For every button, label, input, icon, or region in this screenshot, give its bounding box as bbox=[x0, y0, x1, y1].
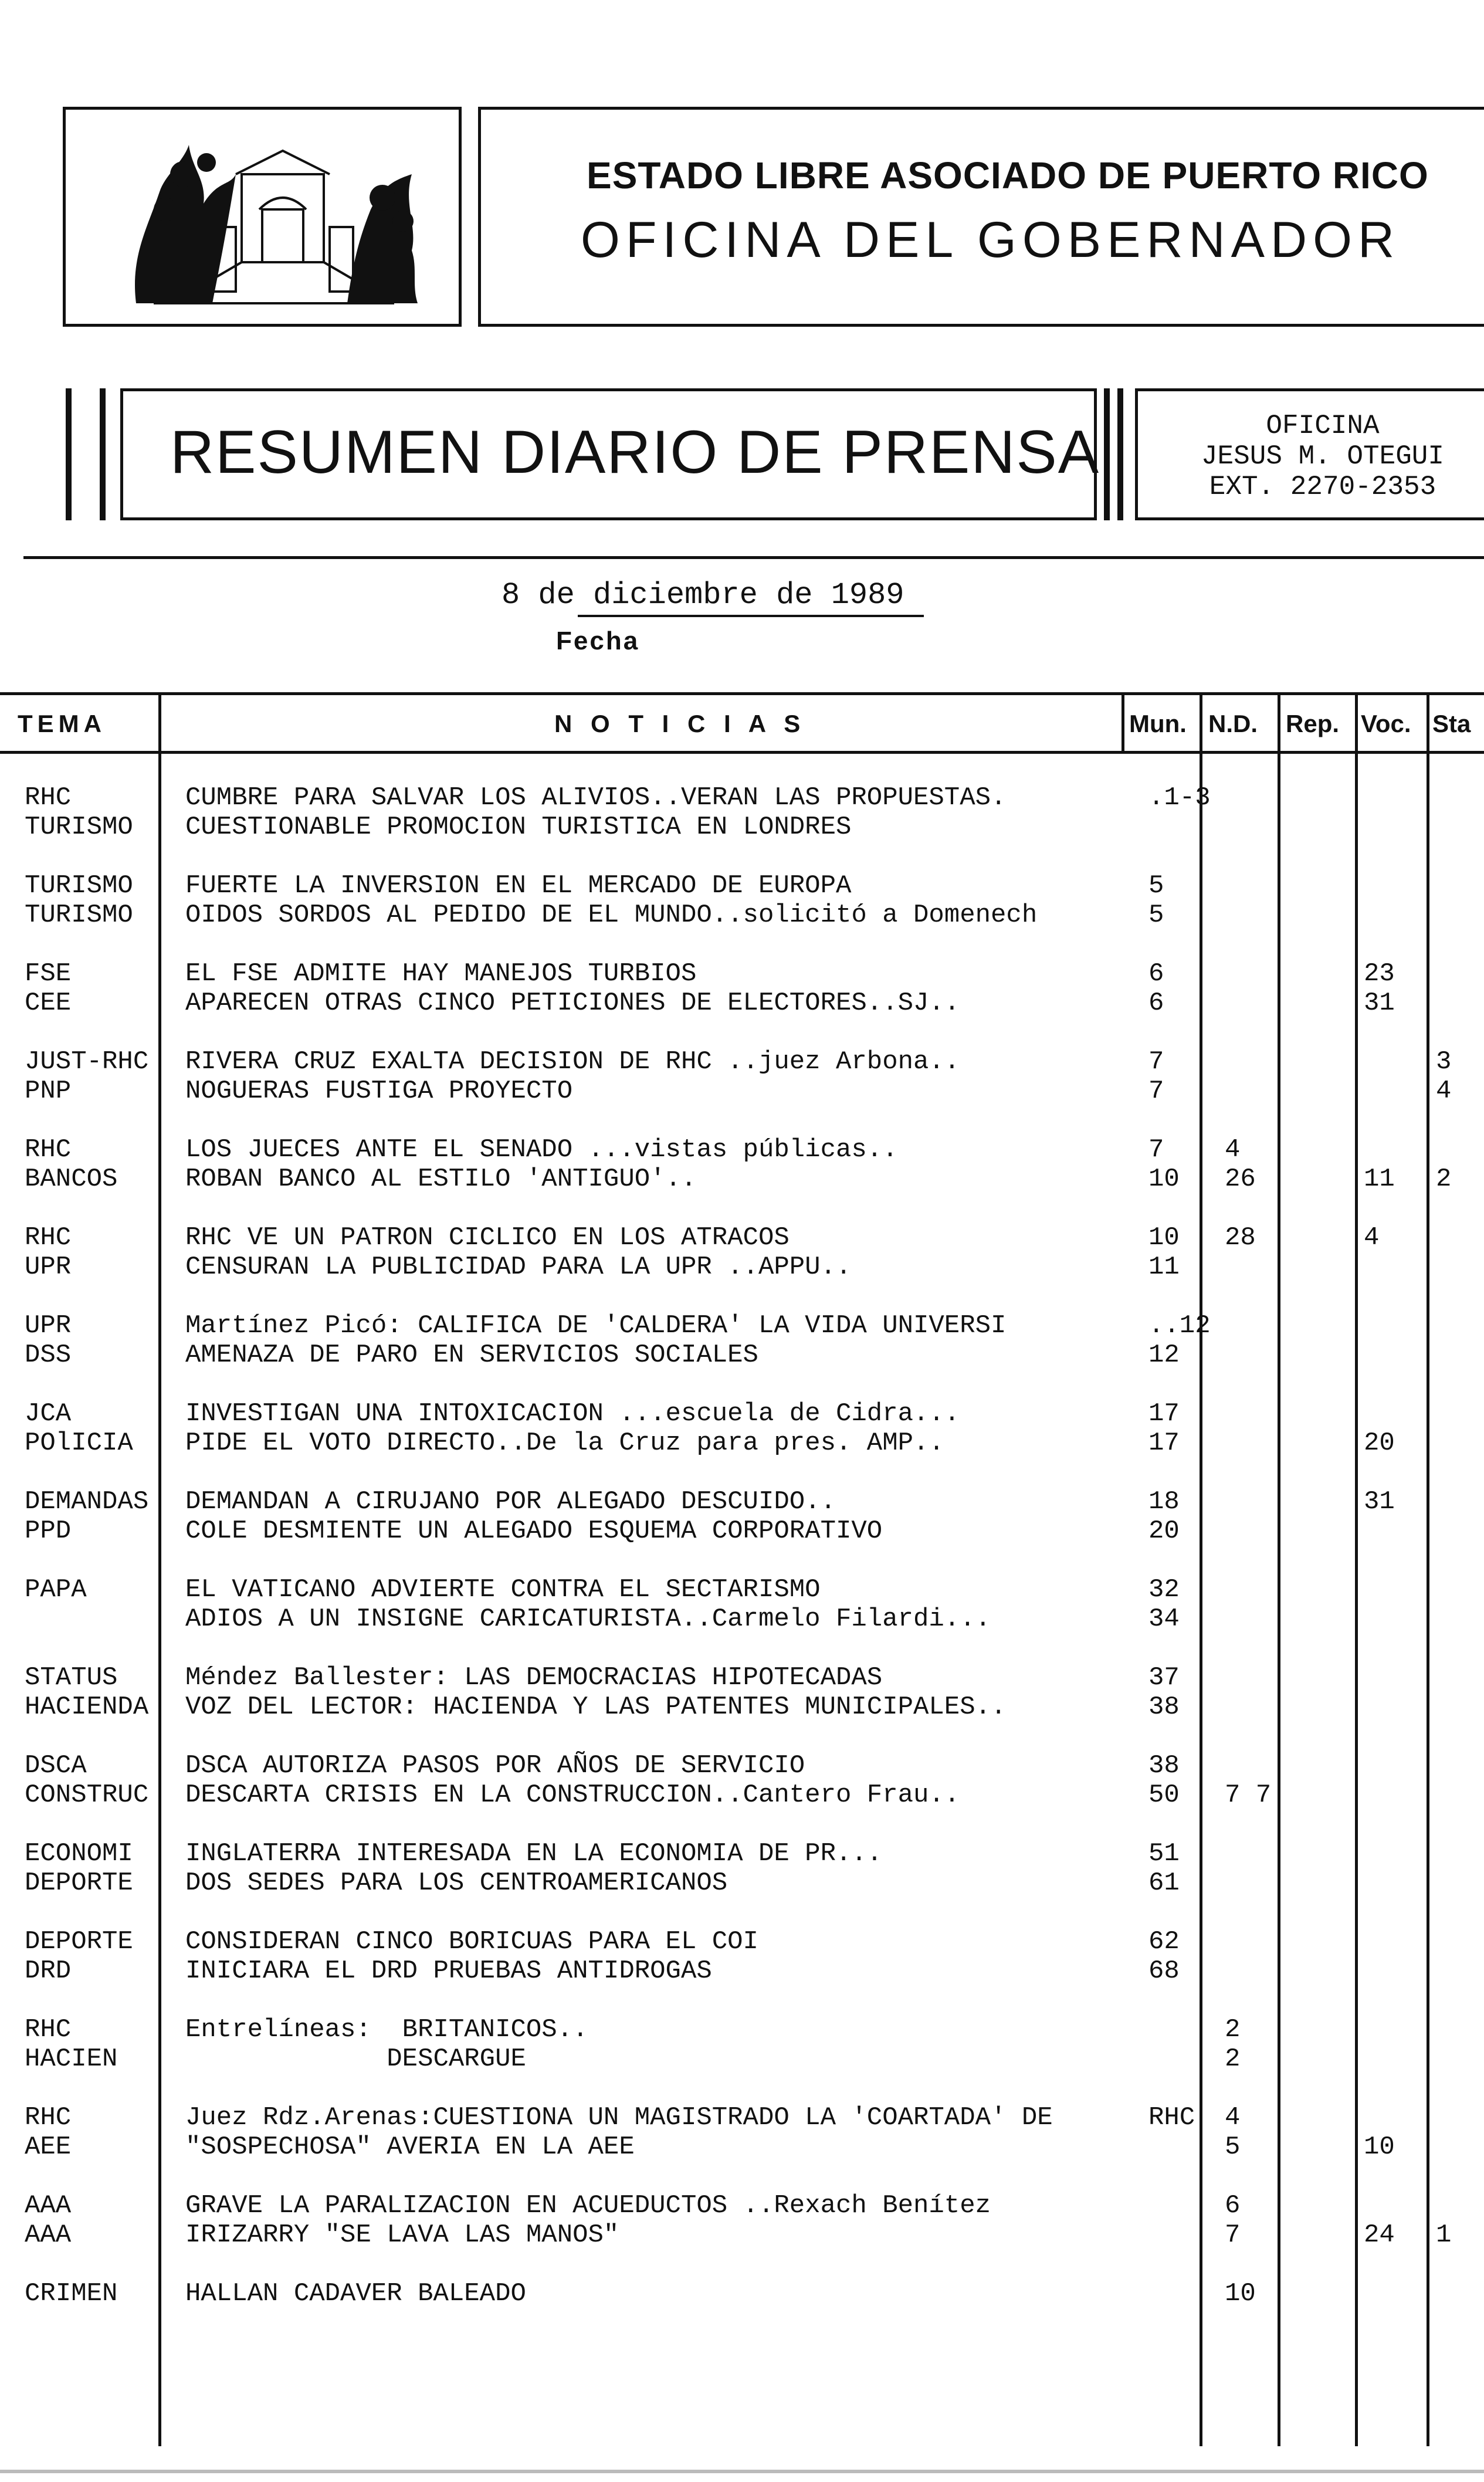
cell-mun: 6 bbox=[1148, 988, 1164, 1018]
cell-tema: TURISMO bbox=[25, 871, 133, 900]
cell-noticia: Méndez Ballester: LAS DEMOCRACIAS HIPOTECADAS bbox=[185, 1663, 883, 1692]
cell-noticia: Martínez Picó: CALIFICA DE 'CALDERA' LA VIDA UNIVERSI bbox=[185, 1311, 1007, 1340]
cell-noticia: PIDE EL VOTO DIRECTO..De la Cruz para pres. AMP.. bbox=[185, 1428, 944, 1458]
cell-tema: POlICIA bbox=[25, 1428, 133, 1458]
cell-mun: 7 bbox=[1148, 1135, 1164, 1164]
date-label: Fecha bbox=[556, 627, 640, 655]
cell-voc: 24 bbox=[1364, 2220, 1395, 2250]
cell-tema: PAPA bbox=[25, 1575, 87, 1604]
cell-noticia: DESCARGUE bbox=[185, 2044, 526, 2074]
cell-noticia: INGLATERRA INTERESADA EN LA ECONOMIA DE PR... bbox=[185, 1839, 883, 1868]
cell-noticia: ROBAN BANCO AL ESTILO 'ANTIGUO'.. bbox=[185, 1164, 697, 1194]
cell-voc: 11 bbox=[1364, 1164, 1395, 1194]
cell-voc: 20 bbox=[1364, 1428, 1395, 1458]
cell-voc: 31 bbox=[1364, 1487, 1395, 1516]
office-name: OFICINA DEL GOBERNADOR bbox=[581, 212, 1401, 268]
cell-mun: 32 bbox=[1148, 1575, 1180, 1604]
cell-tema: DRD bbox=[25, 1956, 72, 1986]
cell-noticia: FUERTE LA INVERSION EN EL MERCADO DE EUROPA bbox=[185, 871, 852, 900]
cell-tema: TURISMO bbox=[25, 900, 133, 930]
cell-tema: RHC bbox=[25, 783, 72, 812]
cell-mun: 17 bbox=[1148, 1428, 1180, 1458]
cell-nd: 7 bbox=[1225, 2220, 1241, 2250]
cell-sta: 3 bbox=[1436, 1047, 1452, 1076]
cell-mun: 18 bbox=[1148, 1487, 1180, 1516]
col-divider bbox=[158, 692, 161, 2446]
col-header-mun: Mun. bbox=[1129, 710, 1187, 737]
page-bottom-edge bbox=[0, 2470, 1484, 2473]
cell-noticia: DESCARTA CRISIS EN LA CONSTRUCCION..Cantero Frau.. bbox=[185, 1780, 960, 1810]
cell-nd: 7 7 bbox=[1225, 1780, 1272, 1810]
cell-mun: .1-3 bbox=[1148, 783, 1211, 812]
cell-tema: JCA bbox=[25, 1399, 72, 1428]
cell-noticia: OIDOS SORDOS AL PEDIDO DE EL MUNDO..solicitó a Domenech bbox=[185, 900, 1038, 930]
cell-voc: 4 bbox=[1364, 1223, 1380, 1252]
cell-noticia: VOZ DEL LECTOR: HACIENDA Y LAS PATENTES MUNICIPALES.. bbox=[185, 1692, 1007, 1722]
cell-mun: 12 bbox=[1148, 1340, 1180, 1370]
cell-tema: DSS bbox=[25, 1340, 72, 1370]
cell-tema: CONSTRUC bbox=[25, 1780, 149, 1810]
cell-nd: 6 bbox=[1225, 2191, 1241, 2220]
cell-mun: 20 bbox=[1148, 1516, 1180, 1546]
decor-bar bbox=[100, 388, 106, 520]
office-extension: EXT. 2270-2353 bbox=[1209, 472, 1436, 502]
cell-tema: UPR bbox=[25, 1311, 72, 1340]
cell-noticia: COLE DESMIENTE UN ALEGADO ESQUEMA CORPORATIVO bbox=[185, 1516, 883, 1546]
cell-mun: 7 bbox=[1148, 1047, 1164, 1076]
cell-tema: AAA bbox=[25, 2191, 72, 2220]
cell-tema: DEMANDAS bbox=[25, 1487, 149, 1516]
cell-noticia: HALLAN CADAVER BALEADO bbox=[185, 2279, 526, 2308]
cell-mun: 10 bbox=[1148, 1164, 1180, 1194]
cell-nd: 26 bbox=[1225, 1164, 1256, 1194]
col-header-sta: Sta bbox=[1432, 710, 1471, 737]
cell-mun: 61 bbox=[1148, 1868, 1180, 1898]
col-header-nd: N.D. bbox=[1208, 710, 1258, 737]
report-title: RESUMEN DIARIO DE PRENSA bbox=[170, 418, 1100, 486]
cell-noticia: RHC VE UN PATRON CICLICO EN LOS ATRACOS bbox=[185, 1223, 790, 1252]
cell-noticia: CONSIDERAN CINCO BORICUAS PARA EL COI bbox=[185, 1927, 758, 1956]
decor-bar bbox=[66, 388, 72, 520]
divider bbox=[23, 556, 1484, 559]
cell-tema: RHC bbox=[25, 2103, 72, 2132]
cell-mun: ..12 bbox=[1148, 1311, 1211, 1340]
government-name: ESTADO LIBRE ASOCIADO DE PUERTO RICO bbox=[587, 154, 1429, 197]
cell-tema: AEE bbox=[25, 2132, 72, 2162]
cell-tema: PNP bbox=[25, 1076, 72, 1106]
cell-voc: 23 bbox=[1364, 959, 1395, 988]
cell-tema: RHC bbox=[25, 2015, 72, 2044]
table-header-line bbox=[0, 751, 1484, 754]
cell-tema: UPR bbox=[25, 1252, 72, 1282]
col-divider bbox=[1427, 692, 1429, 2446]
office-person: JESUS M. OTEGUI bbox=[1201, 441, 1445, 472]
cell-tema: AAA bbox=[25, 2220, 72, 2250]
cell-mun: 37 bbox=[1148, 1663, 1180, 1692]
cell-tema: HACIEN bbox=[25, 2044, 118, 2074]
cell-mun: 68 bbox=[1148, 1956, 1180, 1986]
cell-noticia: INICIARA EL DRD PRUEBAS ANTIDROGAS bbox=[185, 1956, 712, 1986]
cell-noticia: EL VATICANO ADVIERTE CONTRA EL SECTARISMO bbox=[185, 1575, 821, 1604]
cell-tema: CRIMEN bbox=[25, 2279, 118, 2308]
cell-noticia: APARECEN OTRAS CINCO PETICIONES DE ELECTORES..SJ.. bbox=[185, 988, 960, 1018]
col-header-voc: Voc. bbox=[1361, 710, 1411, 737]
cell-mun: 34 bbox=[1148, 1604, 1180, 1634]
col-divider bbox=[1278, 692, 1280, 2446]
col-divider bbox=[1355, 692, 1358, 2446]
cell-noticia: Entrelíneas: BRITANICOS.. bbox=[185, 2015, 588, 2044]
cell-nd: 2 bbox=[1225, 2015, 1241, 2044]
cell-nd: 4 bbox=[1225, 2103, 1241, 2132]
cell-noticia: "SOSPECHOSA" AVERIA EN LA AEE bbox=[185, 2132, 635, 2162]
cell-tema: FSE bbox=[25, 959, 72, 988]
cell-mun: 38 bbox=[1148, 1751, 1180, 1780]
cell-noticia: CUMBRE PARA SALVAR LOS ALIVIOS..VERAN LAS PROPUESTAS. bbox=[185, 783, 1007, 812]
cell-noticia: NOGUERAS FUSTIGA PROYECTO bbox=[185, 1076, 573, 1106]
cell-nd: 28 bbox=[1225, 1223, 1256, 1252]
cell-mun: 11 bbox=[1148, 1252, 1180, 1282]
cell-tema: HACIENDA bbox=[25, 1692, 149, 1722]
cell-noticia: CUESTIONABLE PROMOCION TURISTICA EN LONDRES bbox=[185, 812, 852, 842]
cell-voc: 10 bbox=[1364, 2132, 1395, 2162]
cell-mun: 7 bbox=[1148, 1076, 1164, 1106]
cell-tema: RHC bbox=[25, 1223, 72, 1252]
cell-noticia: DEMANDAN A CIRUJANO POR ALEGADO DESCUIDO.. bbox=[185, 1487, 836, 1516]
cell-mun: 38 bbox=[1148, 1692, 1180, 1722]
cell-tema: DSCA bbox=[25, 1751, 87, 1780]
cell-mun: 51 bbox=[1148, 1839, 1180, 1868]
cell-noticia: GRAVE LA PARALIZACION EN ACUEDUCTOS ..Rexach Benítez bbox=[185, 2191, 991, 2220]
cell-noticia: CENSURAN LA PUBLICIDAD PARA LA UPR ..APPU.. bbox=[185, 1252, 852, 1282]
col-header-tema: TEMA bbox=[18, 710, 106, 737]
cell-tema: CEE bbox=[25, 988, 72, 1018]
decor-bar bbox=[1117, 388, 1123, 520]
cell-voc: 31 bbox=[1364, 988, 1395, 1018]
decor-bar bbox=[1104, 388, 1110, 520]
col-divider bbox=[1122, 692, 1124, 751]
cell-noticia: Juez Rdz.Arenas:CUESTIONA UN MAGISTRADO LA 'COARTADA' DE bbox=[185, 2103, 1053, 2132]
col-header-rep: Rep. bbox=[1286, 710, 1340, 737]
cell-noticia: AMENAZA DE PARO EN SERVICIOS SOCIALES bbox=[185, 1340, 758, 1370]
cell-noticia: RIVERA CRUZ EXALTA DECISION DE RHC ..juez Arbona.. bbox=[185, 1047, 960, 1076]
cell-tema: DEPORTE bbox=[25, 1868, 133, 1898]
cell-noticia: LOS JUECES ANTE EL SENADO ...vistas públicas.. bbox=[185, 1135, 898, 1164]
cell-mun: 5 bbox=[1148, 900, 1164, 930]
cell-mun: 5 bbox=[1148, 871, 1164, 900]
cell-tema: ECONOMI bbox=[25, 1839, 133, 1868]
cell-tema: STATUS bbox=[25, 1663, 118, 1692]
cell-tema: PPD bbox=[25, 1516, 72, 1546]
cell-sta: 2 bbox=[1436, 1164, 1452, 1194]
cell-noticia: DOS SEDES PARA LOS CENTROAMERICANOS bbox=[185, 1868, 728, 1898]
cell-noticia: IRIZARRY "SE LAVA LAS MANOS" bbox=[185, 2220, 619, 2250]
cell-nd: 5 bbox=[1225, 2132, 1241, 2162]
cell-mun: 50 bbox=[1148, 1780, 1180, 1810]
cell-tema: BANCOS bbox=[25, 1164, 118, 1194]
cell-sta: 1 bbox=[1436, 2220, 1452, 2250]
cell-tema: TURISMO bbox=[25, 812, 133, 842]
cell-sta: 4 bbox=[1436, 1076, 1452, 1106]
cell-noticia: DSCA AUTORIZA PASOS POR AÑOS DE SERVICIO bbox=[185, 1751, 805, 1780]
cell-mun: 10 bbox=[1148, 1223, 1180, 1252]
cell-noticia: ADIOS A UN INSIGNE CARICATURISTA..Carmelo Filardi... bbox=[185, 1604, 991, 1634]
fortaleza-logo bbox=[66, 110, 459, 324]
cell-tema: JUST-RHC bbox=[25, 1047, 149, 1076]
cell-noticia: EL FSE ADMITE HAY MANEJOS TURBIOS bbox=[185, 959, 697, 988]
date-underline bbox=[578, 615, 924, 617]
col-header-noticias: N O T I C I A S bbox=[554, 710, 807, 737]
cell-mun: 62 bbox=[1148, 1927, 1180, 1956]
cell-nd: 4 bbox=[1225, 1135, 1241, 1164]
cell-nd: 10 bbox=[1225, 2279, 1256, 2308]
col-divider bbox=[1200, 692, 1202, 2446]
logo-frame bbox=[63, 107, 462, 327]
date-value: 8 de diciembre de 1989 bbox=[502, 578, 904, 612]
cell-noticia: INVESTIGAN UNA INTOXICACION ...escuela de Cidra... bbox=[185, 1399, 960, 1428]
cell-mun: RHC bbox=[1148, 2103, 1195, 2132]
cell-tema: RHC bbox=[25, 1135, 72, 1164]
table-top-line bbox=[0, 692, 1484, 695]
cell-nd: 2 bbox=[1225, 2044, 1241, 2074]
cell-tema: DEPORTE bbox=[25, 1927, 133, 1956]
office-label: OFICINA bbox=[1266, 411, 1380, 441]
cell-mun: 6 bbox=[1148, 959, 1164, 988]
cell-mun: 17 bbox=[1148, 1399, 1180, 1428]
